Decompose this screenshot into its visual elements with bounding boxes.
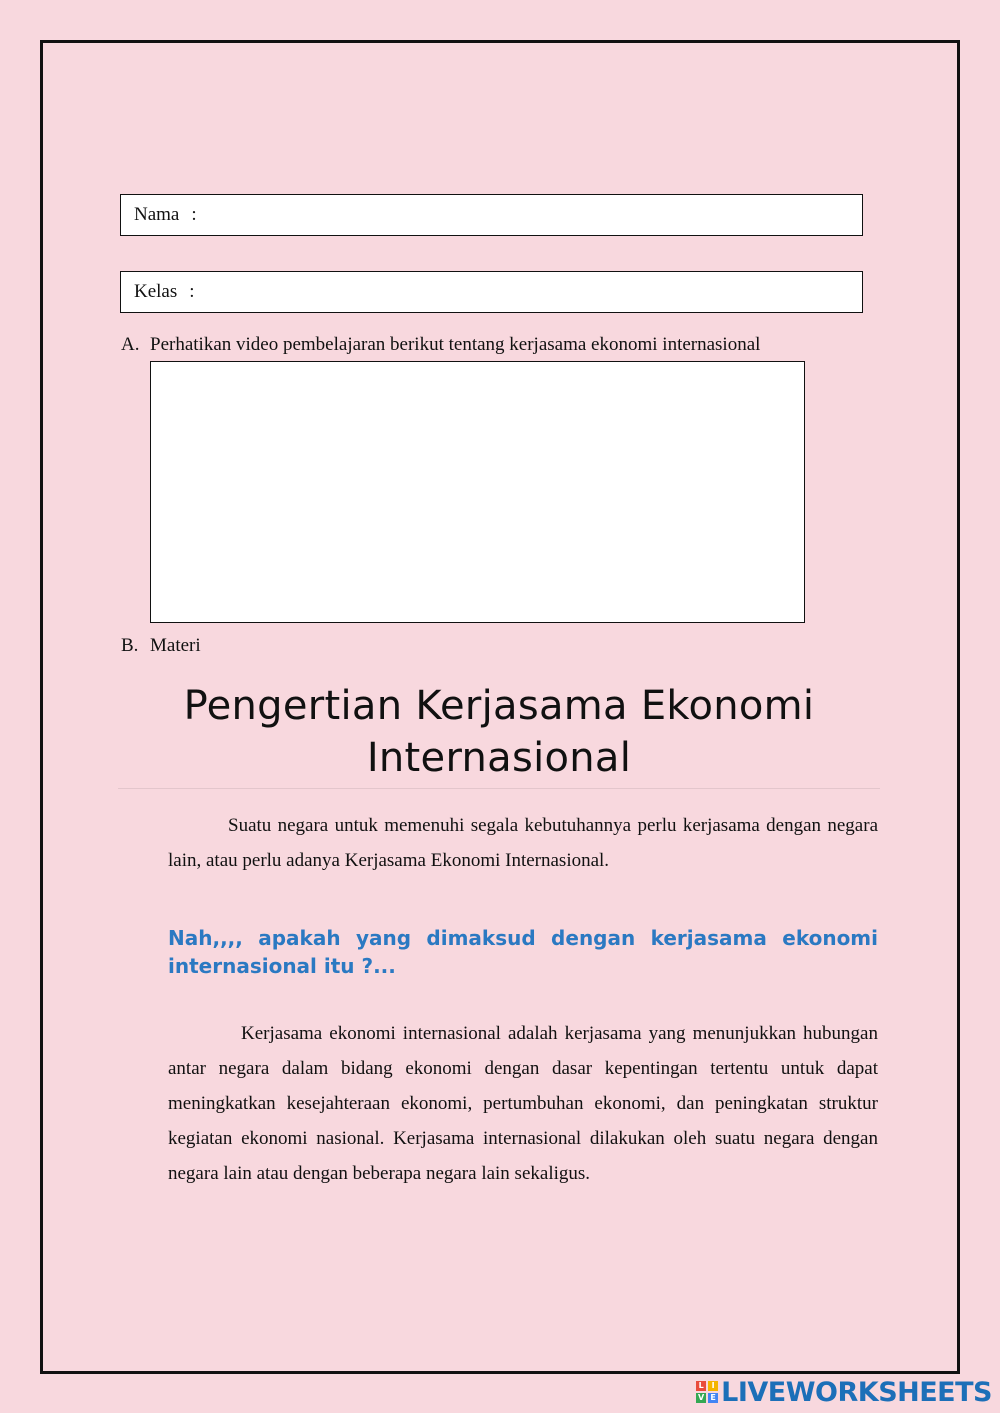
article-heading: Pengertian Kerjasama Ekonomi Internasional <box>183 683 815 781</box>
logo-tile-e: E <box>708 1393 718 1403</box>
section-a-marker: A. <box>121 334 140 355</box>
class-colon: : <box>189 281 195 302</box>
logo-tile-l: L <box>696 1381 706 1391</box>
paragraph-intro: Suatu negara untuk memenuhi segala kebutuhannya perlu kerjasama dengan negara lain, atau perlu adanya Kerjasama Ekonomi Internasional. <box>168 815 878 871</box>
paragraph-definition: Kerjasama ekonomi internasional adalah kerjasama yang menunjukkan hubungan antar negara dalam bidang ekonomi dengan dasar kepentingan tertentu untuk dapat meningkatkan kesejahteraan ekonomi, pertumbuhan ekonomi, dan peningkatan struktur kegiatan ekonomi nasional. Kerjasama internasional dilakukan oleh suatu negara dengan negara lain atau dengan beberapa negara lain sekaligus. <box>168 1023 878 1184</box>
class-input[interactable] <box>211 276 855 310</box>
section-a-text: Perhatikan video pembelajaran berikut tentang kerjasama ekonomi internasional <box>150 334 761 355</box>
logo-tile-v: V <box>698 1393 705 1402</box>
name-field[interactable] <box>120 194 863 236</box>
name-colon: : <box>191 204 197 225</box>
logo-tile-i: I <box>708 1381 718 1391</box>
class-label: Kelas <box>134 281 178 302</box>
question-heading: Nah,,,, apakah yang dimaksud dengan kerjasama ekonomi internasional itu ?... <box>168 926 878 978</box>
heading-divider <box>118 788 880 789</box>
video-player[interactable] <box>150 361 805 623</box>
class-field[interactable] <box>120 271 863 313</box>
section-b-text: Materi <box>150 635 201 656</box>
section-b-title <box>121 635 201 657</box>
name-input[interactable] <box>211 199 855 233</box>
section-a-instruction <box>121 334 760 356</box>
liveworksheets-logo <box>696 1375 992 1409</box>
brand-wordmark: LIVEWORKSHEETS <box>721 1376 992 1408</box>
name-label: Nama <box>134 204 180 225</box>
section-b-marker: B. <box>121 635 139 656</box>
brand-logo-icon <box>696 1381 718 1403</box>
